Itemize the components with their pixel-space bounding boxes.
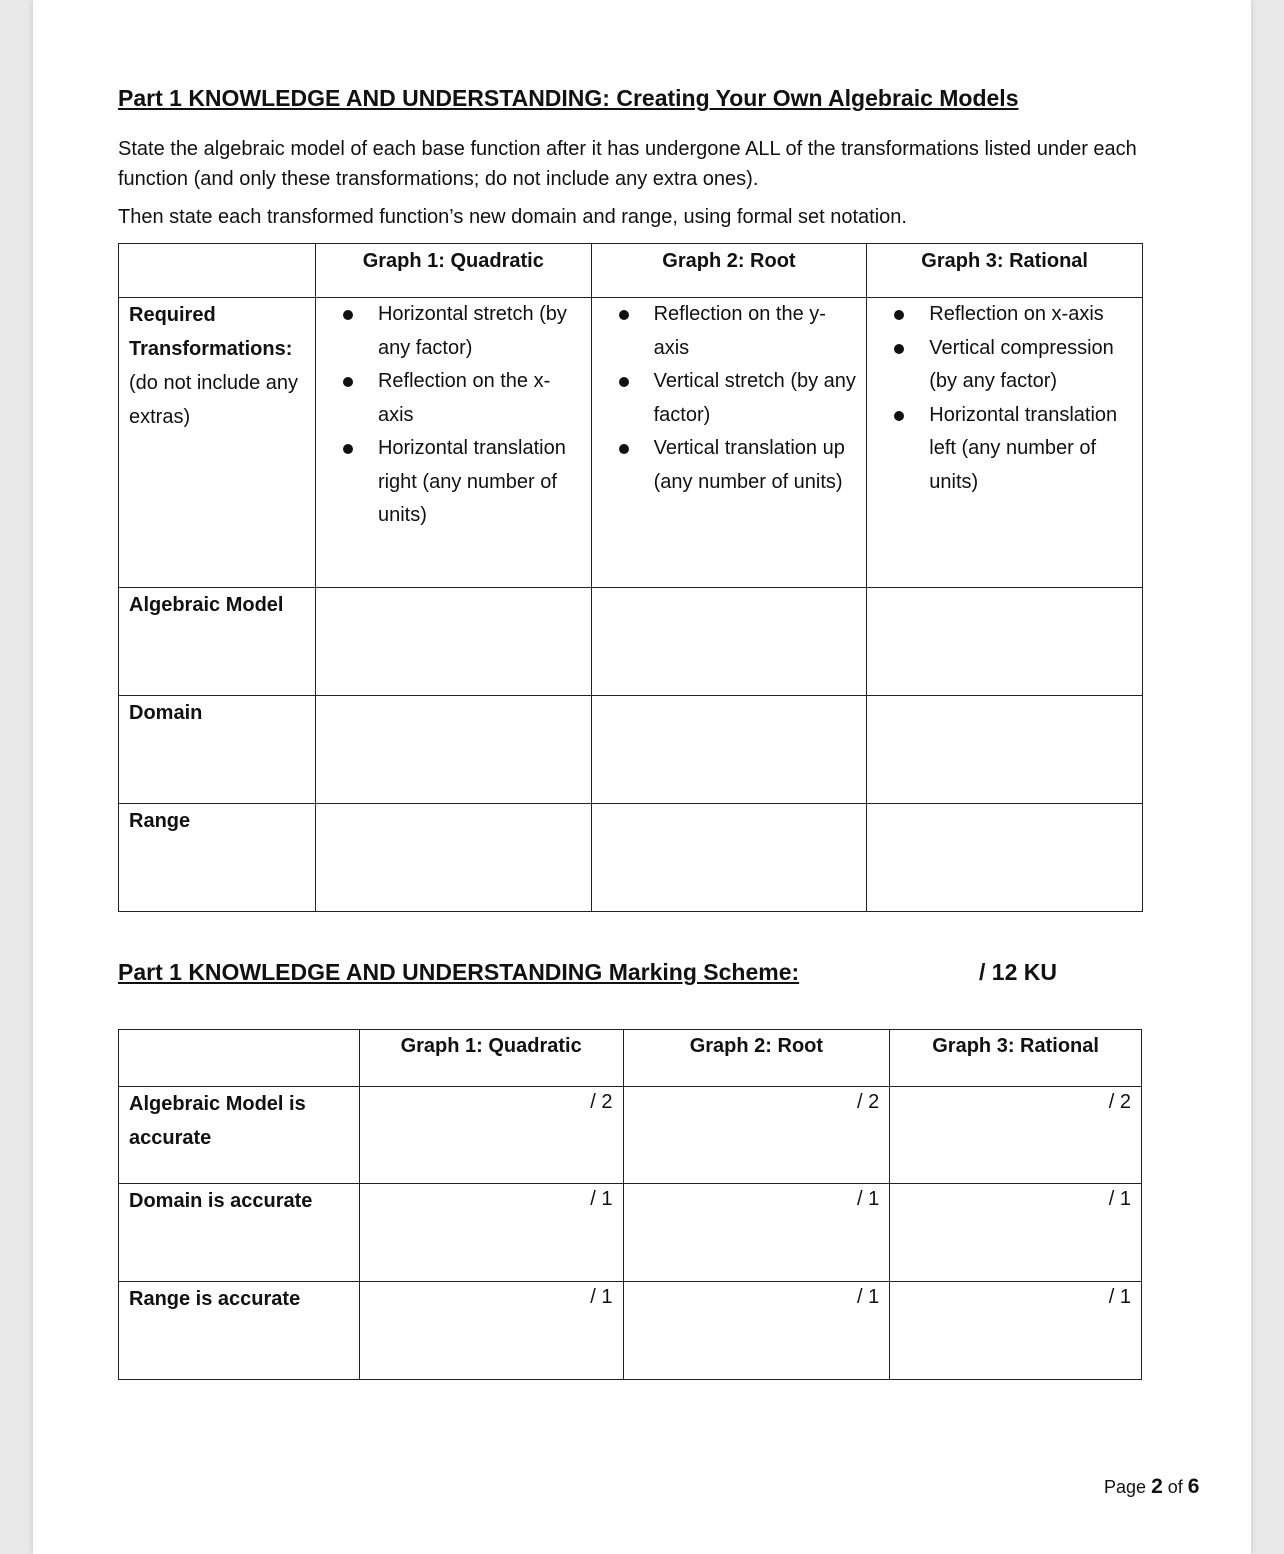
graph2-transformations xyxy=(591,298,867,588)
answer-cell[interactable] xyxy=(315,696,591,804)
range-label: Range xyxy=(119,804,316,912)
part1-header xyxy=(118,82,1198,240)
mark-cell: / 2 xyxy=(623,1087,890,1184)
empty-header-cell xyxy=(119,244,316,298)
document-page xyxy=(33,0,1251,1554)
total-pages: 6 xyxy=(1187,1475,1200,1498)
mark-cell: / 1 xyxy=(359,1282,623,1380)
marking-header-graph2: Graph 2: Root xyxy=(623,1030,890,1087)
algebraic-model-row xyxy=(119,588,1143,696)
list-item: Horizontal translation left (any number of units) xyxy=(877,399,1132,500)
marking-row-label: Algebraic Model is accurate xyxy=(119,1087,360,1184)
mark-cell: / 2 xyxy=(890,1087,1142,1184)
current-page: 2 xyxy=(1151,1475,1163,1498)
list-item: Reflection on x-axis xyxy=(877,298,1132,332)
list-item: Horizontal translation right (any number of units) xyxy=(326,432,581,533)
header-graph3: Graph 3: Rational xyxy=(867,244,1143,298)
range-row xyxy=(119,804,1143,912)
answer-cell[interactable] xyxy=(591,588,867,696)
header-row xyxy=(119,244,1143,298)
instruction-1: State the algebraic model of each base function after it has undergone ALL of the transformations listed under each function (and only these transformations; do not include any extra ones). xyxy=(118,138,1137,190)
marking-total: / 12 KU xyxy=(979,959,1057,985)
graph3-transformations xyxy=(867,298,1143,588)
empty-header-cell xyxy=(119,1030,360,1087)
marking-header-graph3: Graph 3: Rational xyxy=(890,1030,1142,1087)
domain-row xyxy=(119,696,1143,804)
transformations-row xyxy=(119,298,1143,588)
marking-scheme-table xyxy=(118,1029,1142,1380)
marking-scheme-title: Part 1 KNOWLEDGE AND UNDERSTANDING Marking Scheme: xyxy=(118,959,800,985)
marking-header-row xyxy=(119,1030,1142,1087)
transformations-table xyxy=(118,243,1143,912)
page-prefix: Page xyxy=(1104,1477,1147,1497)
answer-cell[interactable] xyxy=(867,804,1143,912)
mark-cell: / 2 xyxy=(359,1087,623,1184)
required-label-text: Required Transformations: xyxy=(129,304,293,360)
header-graph1: Graph 1: Quadratic xyxy=(315,244,591,298)
page-of: of xyxy=(1167,1477,1183,1497)
marking-header-graph1: Graph 1: Quadratic xyxy=(359,1030,623,1087)
marking-row-label: Range is accurate xyxy=(119,1282,360,1380)
mark-cell: / 1 xyxy=(623,1282,890,1380)
table-row xyxy=(119,1087,1142,1184)
answer-cell[interactable] xyxy=(867,696,1143,804)
required-label-sub: (do not include any extras) xyxy=(129,372,299,428)
mark-cell: / 1 xyxy=(623,1184,890,1282)
required-transformations-label xyxy=(119,298,316,588)
page-number xyxy=(1104,1474,1199,1500)
answer-cell[interactable] xyxy=(867,588,1143,696)
list-item: Vertical translation up (any number of units) xyxy=(602,432,857,499)
answer-cell[interactable] xyxy=(315,804,591,912)
graph1-transformations xyxy=(315,298,591,588)
algebraic-model-label: Algebraic Model xyxy=(119,588,316,696)
domain-label: Domain xyxy=(119,696,316,804)
list-item: Horizontal stretch (by any factor) xyxy=(326,298,581,365)
table-row xyxy=(119,1282,1142,1380)
list-item: Reflection on the x-axis xyxy=(326,365,581,432)
table-row xyxy=(119,1184,1142,1282)
answer-cell[interactable] xyxy=(315,588,591,696)
answer-cell[interactable] xyxy=(591,696,867,804)
mark-cell: / 1 xyxy=(890,1282,1142,1380)
list-item: Reflection on the y-axis xyxy=(602,298,857,365)
mark-cell: / 1 xyxy=(359,1184,623,1282)
mark-cell: / 1 xyxy=(890,1184,1142,1282)
marking-row-label: Domain is accurate xyxy=(119,1184,360,1282)
part1-title: Part 1 KNOWLEDGE AND UNDERSTANDING: Creating Your Own Algebraic Models xyxy=(118,85,1019,111)
answer-cell[interactable] xyxy=(591,804,867,912)
header-graph2: Graph 2: Root xyxy=(591,244,867,298)
list-item: Vertical stretch (by any factor) xyxy=(602,365,857,432)
instruction-2: Then state each transformed function’s new domain and range, using formal set notation. xyxy=(118,206,907,228)
list-item: Vertical compression (by any factor) xyxy=(877,332,1132,399)
